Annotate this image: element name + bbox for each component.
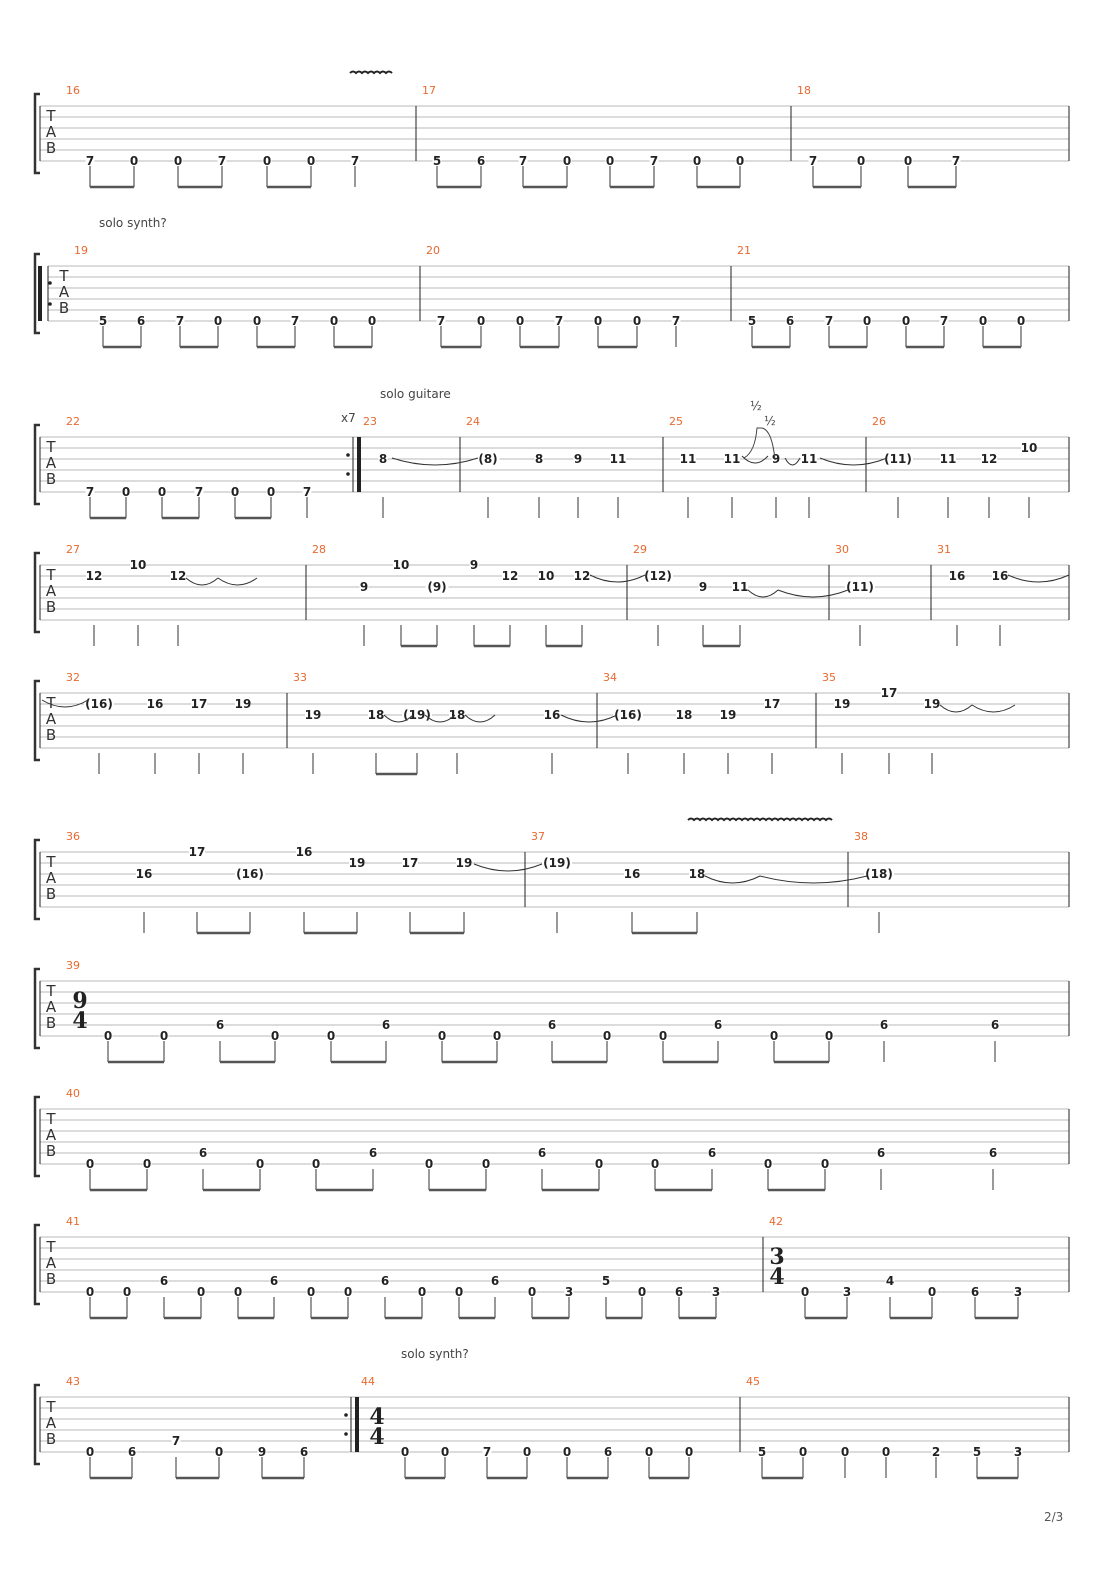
fret-number: 6 xyxy=(476,154,486,168)
fret-number: 6 xyxy=(537,1146,547,1160)
fret-number: 19 xyxy=(304,708,322,722)
fret-number: 6 xyxy=(215,1018,225,1032)
tab-clef-letter: A xyxy=(45,454,57,472)
fret-number: 6 xyxy=(490,1274,500,1288)
fret-number: (18) xyxy=(865,867,893,881)
fret-number: 7 xyxy=(302,485,312,499)
tab-clef-letter: T xyxy=(46,438,56,456)
fret-number: 3 xyxy=(842,1285,852,1299)
tie-arc xyxy=(972,705,1015,712)
fret-number: 0 xyxy=(122,1285,132,1299)
fret-number: 6 xyxy=(547,1018,557,1032)
fret-number: 7 xyxy=(171,1434,181,1448)
fret-number: 0 xyxy=(103,1029,113,1043)
measure-number: 16 xyxy=(66,84,80,97)
fret-number: 9 xyxy=(573,452,583,466)
tab-clef-letter: B xyxy=(45,1270,57,1288)
fret-number: 19 xyxy=(234,697,252,711)
fret-number: 0 xyxy=(454,1285,464,1299)
tab-clef-letter: B xyxy=(45,885,57,903)
tie-arc xyxy=(474,864,542,871)
fret-number: 0 xyxy=(862,314,872,328)
fret-number: (8) xyxy=(478,452,498,466)
fret-number: 18 xyxy=(448,708,466,722)
fret-number: 6 xyxy=(198,1146,208,1160)
vibrato-mark xyxy=(350,72,392,74)
tab-clef-letter: B xyxy=(58,299,70,317)
fret-number: 0 xyxy=(233,1285,243,1299)
tab-clef-letter: A xyxy=(45,710,57,728)
section-annotation: solo synth? xyxy=(99,216,167,230)
measure-number: 22 xyxy=(66,415,80,428)
measure-number: 35 xyxy=(822,671,836,684)
fret-number: 0 xyxy=(684,1445,694,1459)
fret-number: 9 xyxy=(469,558,479,572)
fret-number: 0 xyxy=(329,314,339,328)
fret-number: 7 xyxy=(290,314,300,328)
fret-number: 7 xyxy=(808,154,818,168)
fret-number: 9 xyxy=(359,580,369,594)
tab-system xyxy=(35,1347,1069,1478)
tab-clef-letter: B xyxy=(45,726,57,744)
tab-clef-letter: A xyxy=(45,123,57,141)
repeat-barline xyxy=(355,1397,359,1452)
fret-number: 6 xyxy=(136,314,146,328)
repeat-dot xyxy=(48,281,52,285)
measure-number: 24 xyxy=(466,415,480,428)
fret-number: 6 xyxy=(990,1018,1000,1032)
fret-number: 12 xyxy=(501,569,519,583)
fret-number: 10 xyxy=(537,569,555,583)
fret-number: 7 xyxy=(671,314,681,328)
fret-number: 9 xyxy=(771,452,781,466)
fret-number: 7 xyxy=(554,314,564,328)
tab-system xyxy=(35,959,1069,1062)
fret-number: 3 xyxy=(711,1285,721,1299)
fret-number: 10 xyxy=(129,558,147,572)
time-signature-bottom: 4 xyxy=(72,1008,88,1034)
fret-number: 0 xyxy=(214,1445,224,1459)
fret-number: 0 xyxy=(735,154,745,168)
fret-number: 0 xyxy=(270,1029,280,1043)
repeat-dot xyxy=(346,472,350,476)
fret-number: 7 xyxy=(649,154,659,168)
fret-number: (12) xyxy=(644,569,672,583)
fret-number: 0 xyxy=(798,1445,808,1459)
tab-clef-letter: T xyxy=(46,566,56,584)
system-brace xyxy=(35,840,40,919)
measure-number: 34 xyxy=(603,671,617,684)
fret-number: 0 xyxy=(593,314,603,328)
measure-number: 33 xyxy=(293,671,307,684)
tab-system xyxy=(35,830,1069,933)
repeat-dot xyxy=(344,1432,348,1436)
fret-number: 18 xyxy=(688,867,706,881)
tab-system xyxy=(35,84,1069,187)
fret-number: 0 xyxy=(881,1445,891,1459)
fret-number: 8 xyxy=(534,452,544,466)
fret-number: 0 xyxy=(763,1157,773,1171)
fret-number: 11 xyxy=(939,452,957,466)
tab-clef-letter: A xyxy=(45,1254,57,1272)
fret-number: 0 xyxy=(85,1445,95,1459)
fret-number: 10 xyxy=(1020,441,1038,455)
fret-number: (19) xyxy=(403,708,431,722)
fret-number: 6 xyxy=(603,1445,613,1459)
time-signature-top: 3 xyxy=(769,1244,785,1270)
fret-number: 11 xyxy=(679,452,697,466)
fret-number: 6 xyxy=(299,1445,309,1459)
fret-number: 6 xyxy=(879,1018,889,1032)
tab-clef-letter: B xyxy=(45,598,57,616)
fret-number: 17 xyxy=(188,845,206,859)
measure-number: 44 xyxy=(361,1375,375,1388)
fret-number: 5 xyxy=(601,1274,611,1288)
fret-number: 6 xyxy=(707,1146,717,1160)
tie-arc xyxy=(940,705,972,712)
measure-number: 26 xyxy=(872,415,886,428)
measure-number: 28 xyxy=(312,543,326,556)
fret-number: 11 xyxy=(609,452,627,466)
fret-number: 12 xyxy=(573,569,591,583)
fret-number: 12 xyxy=(169,569,187,583)
fret-number: 0 xyxy=(262,154,272,168)
tab-clef-letter: B xyxy=(45,1430,57,1448)
fret-number: 18 xyxy=(367,708,385,722)
fret-number: 6 xyxy=(713,1018,723,1032)
fret-number: 0 xyxy=(1016,314,1026,328)
section-annotation: solo synth? xyxy=(401,1347,469,1361)
measure-number: 25 xyxy=(669,415,683,428)
tab-clef-letter: T xyxy=(46,1238,56,1256)
fret-number: 6 xyxy=(970,1285,980,1299)
section-annotation: solo guitare xyxy=(380,387,451,401)
fret-number: 0 xyxy=(978,314,988,328)
tab-clef-letter: B xyxy=(45,470,57,488)
fret-number: 16 xyxy=(948,569,966,583)
fret-number: 0 xyxy=(213,314,223,328)
fret-number: 7 xyxy=(951,154,961,168)
fret-number: 0 xyxy=(142,1157,152,1171)
fret-number: 0 xyxy=(311,1157,321,1171)
repeat-dot xyxy=(346,453,350,457)
fret-number: 7 xyxy=(939,314,949,328)
fret-number: 0 xyxy=(769,1029,779,1043)
page-number: 2/3 xyxy=(1044,1510,1064,1524)
bend-arrow xyxy=(744,428,775,460)
fret-number: 0 xyxy=(901,314,911,328)
fret-number: 0 xyxy=(129,154,139,168)
time-signature-bottom: 4 xyxy=(769,1264,785,1290)
fret-number: 0 xyxy=(85,1285,95,1299)
fret-number: 6 xyxy=(785,314,795,328)
measure-number: 23 xyxy=(363,415,377,428)
tab-clef-letter: T xyxy=(46,982,56,1000)
tie-arc xyxy=(778,590,848,597)
tab-clef-letter: A xyxy=(45,1126,57,1144)
fret-number: 0 xyxy=(692,154,702,168)
fret-number: 0 xyxy=(159,1029,169,1043)
fret-number: 0 xyxy=(800,1285,810,1299)
tab-clef-letter: A xyxy=(45,582,57,600)
fret-number: 0 xyxy=(343,1285,353,1299)
fret-number: 5 xyxy=(747,314,757,328)
repeat-start-thick xyxy=(38,266,42,321)
tab-clef-letter: B xyxy=(45,1142,57,1160)
fret-number: 7 xyxy=(518,154,528,168)
fret-number: 4 xyxy=(885,1274,895,1288)
fret-number: (19) xyxy=(543,856,571,870)
tab-clef-letter: T xyxy=(46,1110,56,1128)
fret-number: (11) xyxy=(884,452,912,466)
fret-number: 9 xyxy=(698,580,708,594)
fret-number: 0 xyxy=(927,1285,937,1299)
fret-number: 19 xyxy=(348,856,366,870)
fret-number: 16 xyxy=(295,845,313,859)
fret-number: 7 xyxy=(85,485,95,499)
fret-number: 3 xyxy=(564,1285,574,1299)
system-brace xyxy=(35,1097,40,1176)
fret-number: 17 xyxy=(401,856,419,870)
fret-number: 0 xyxy=(157,485,167,499)
tab-clef-letter: A xyxy=(45,998,57,1016)
measure-number: 27 xyxy=(66,543,80,556)
fret-number: 10 xyxy=(392,558,410,572)
fret-number: 0 xyxy=(515,314,525,328)
tie-arc xyxy=(218,578,257,585)
fret-number: 19 xyxy=(719,708,737,722)
fret-number: 3 xyxy=(1013,1285,1023,1299)
fret-number: (16) xyxy=(614,708,642,722)
fret-number: 18 xyxy=(675,708,693,722)
fret-number: 16 xyxy=(623,867,641,881)
fret-number: 0 xyxy=(522,1445,532,1459)
fret-number: 0 xyxy=(632,314,642,328)
fret-number: 19 xyxy=(923,697,941,711)
fret-number: 0 xyxy=(903,154,913,168)
fret-number: 0 xyxy=(658,1029,668,1043)
fret-number: (11) xyxy=(846,580,874,594)
fret-number: 0 xyxy=(605,154,615,168)
fret-number: 2 xyxy=(931,1445,941,1459)
fret-number: 0 xyxy=(840,1445,850,1459)
measure-number: 37 xyxy=(531,830,545,843)
fret-number: 0 xyxy=(492,1029,502,1043)
fret-number: 17 xyxy=(190,697,208,711)
fret-number: 16 xyxy=(135,867,153,881)
tie-arc xyxy=(186,578,218,585)
system-brace xyxy=(35,1385,40,1464)
tie-arc xyxy=(561,715,617,722)
fret-number: 11 xyxy=(731,580,749,594)
system-brace xyxy=(35,1225,40,1304)
fret-number: 6 xyxy=(269,1274,279,1288)
fret-number: 0 xyxy=(476,314,486,328)
fret-number: 0 xyxy=(594,1157,604,1171)
time-signature-top: 9 xyxy=(72,988,88,1014)
measure-number: 19 xyxy=(74,244,88,257)
fret-number: 0 xyxy=(562,1445,572,1459)
measure-number: 39 xyxy=(66,959,80,972)
fret-number: 7 xyxy=(85,154,95,168)
time-signature-bottom: 4 xyxy=(369,1424,385,1450)
tab-clef-letter: T xyxy=(46,1398,56,1416)
fret-number: 16 xyxy=(146,697,164,711)
measure-number: 32 xyxy=(66,671,80,684)
fret-number: 12 xyxy=(85,569,103,583)
fret-number: 17 xyxy=(763,697,781,711)
fret-number: 9 xyxy=(257,1445,267,1459)
repeat-dot xyxy=(48,302,52,306)
tie-arc xyxy=(748,590,778,597)
measure-number: 45 xyxy=(746,1375,760,1388)
fret-number: 7 xyxy=(175,314,185,328)
measure-number: 36 xyxy=(66,830,80,843)
fret-number: 16 xyxy=(991,569,1009,583)
fret-number: 7 xyxy=(194,485,204,499)
measure-number: 40 xyxy=(66,1087,80,1100)
fret-number: 0 xyxy=(527,1285,537,1299)
fret-number: 6 xyxy=(674,1285,684,1299)
fret-number: 11 xyxy=(723,452,741,466)
tab-clef-letter: T xyxy=(46,107,56,125)
fret-number: 0 xyxy=(562,154,572,168)
system-brace xyxy=(35,553,40,632)
fret-number: 0 xyxy=(266,485,276,499)
fret-number: 0 xyxy=(230,485,240,499)
fret-number: 0 xyxy=(306,1285,316,1299)
fret-number: 7 xyxy=(350,154,360,168)
fret-number: 0 xyxy=(367,314,377,328)
tab-system xyxy=(35,216,1069,347)
fret-number: 16 xyxy=(543,708,561,722)
system-brace xyxy=(35,94,40,173)
time-signature-top: 4 xyxy=(369,1404,385,1430)
tab-clef-letter: B xyxy=(45,1014,57,1032)
fret-number: 17 xyxy=(880,686,898,700)
tie-arc xyxy=(760,876,867,883)
system-brace xyxy=(35,681,40,760)
fret-number: 0 xyxy=(417,1285,427,1299)
tab-system xyxy=(35,543,1069,646)
fret-number: 0 xyxy=(255,1157,265,1171)
tab-clef-letter: T xyxy=(59,267,69,285)
fret-number: 0 xyxy=(820,1157,830,1171)
system-brace xyxy=(35,969,40,1048)
fret-number: 0 xyxy=(481,1157,491,1171)
fret-number: 5 xyxy=(972,1445,982,1459)
system-brace xyxy=(35,425,40,504)
fret-number: 7 xyxy=(436,314,446,328)
vibrato-mark xyxy=(688,819,832,821)
repeat-dot xyxy=(344,1413,348,1417)
measure-number: 29 xyxy=(633,543,647,556)
measure-number: 20 xyxy=(426,244,440,257)
tab-system xyxy=(35,1215,1069,1318)
fret-number: (16) xyxy=(236,867,264,881)
fret-number: 6 xyxy=(159,1274,169,1288)
fret-number: 0 xyxy=(196,1285,206,1299)
fret-number: 0 xyxy=(440,1445,450,1459)
tab-system xyxy=(35,671,1069,774)
fret-number: 5 xyxy=(432,154,442,168)
bend-amount: ½ xyxy=(750,399,762,413)
fret-number: 6 xyxy=(127,1445,137,1459)
measure-number: 41 xyxy=(66,1215,80,1228)
measure-number: 42 xyxy=(769,1215,783,1228)
tab-system xyxy=(35,387,1069,518)
measure-number: 21 xyxy=(737,244,751,257)
tab-clef-letter: A xyxy=(58,283,70,301)
fret-number: 7 xyxy=(482,1445,492,1459)
fret-number: 19 xyxy=(833,697,851,711)
fret-number: 19 xyxy=(455,856,473,870)
fret-number: (16) xyxy=(85,697,113,711)
fret-number: 3 xyxy=(1013,1445,1023,1459)
fret-number: 0 xyxy=(252,314,262,328)
measure-number: 30 xyxy=(835,543,849,556)
fret-number: 6 xyxy=(988,1146,998,1160)
tie-arc xyxy=(705,876,760,883)
tie-arc xyxy=(465,715,495,722)
fret-number: 0 xyxy=(824,1029,834,1043)
fret-number: 0 xyxy=(644,1445,654,1459)
measure-number: 31 xyxy=(937,543,951,556)
bend-amount: ½ xyxy=(764,414,776,428)
fret-number: 0 xyxy=(602,1029,612,1043)
tab-clef-letter: T xyxy=(46,853,56,871)
fret-number: 0 xyxy=(173,154,183,168)
tab-clef-letter: A xyxy=(45,1414,57,1432)
measure-number: 38 xyxy=(854,830,868,843)
fret-number: 0 xyxy=(637,1285,647,1299)
fret-number: 6 xyxy=(368,1146,378,1160)
tab-clef-letter: A xyxy=(45,869,57,887)
fret-number: 12 xyxy=(980,452,998,466)
fret-number: 11 xyxy=(800,452,818,466)
tab-clef-letter: B xyxy=(45,139,57,157)
fret-number: 6 xyxy=(380,1274,390,1288)
repeat-barline xyxy=(357,437,361,492)
fret-number: 0 xyxy=(400,1445,410,1459)
measure-number: 18 xyxy=(797,84,811,97)
fret-number: (9) xyxy=(427,580,447,594)
fret-number: 8 xyxy=(378,452,388,466)
tab-system xyxy=(35,1087,1069,1190)
fret-number: 7 xyxy=(824,314,834,328)
fret-number: 7 xyxy=(217,154,227,168)
measure-number: 43 xyxy=(66,1375,80,1388)
measure-number: 17 xyxy=(422,84,436,97)
fret-number: 5 xyxy=(757,1445,767,1459)
fret-number: 0 xyxy=(424,1157,434,1171)
fret-number: 5 xyxy=(98,314,108,328)
fret-number: 6 xyxy=(876,1146,886,1160)
fret-number: 0 xyxy=(85,1157,95,1171)
fret-number: 0 xyxy=(306,154,316,168)
fret-number: 0 xyxy=(856,154,866,168)
fret-number: 0 xyxy=(437,1029,447,1043)
fret-number: 0 xyxy=(326,1029,336,1043)
repeat-count: x7 xyxy=(341,411,356,425)
fret-number: 0 xyxy=(121,485,131,499)
fret-number: 0 xyxy=(650,1157,660,1171)
fret-number: 6 xyxy=(381,1018,391,1032)
tab-clef-letter: T xyxy=(46,694,56,712)
